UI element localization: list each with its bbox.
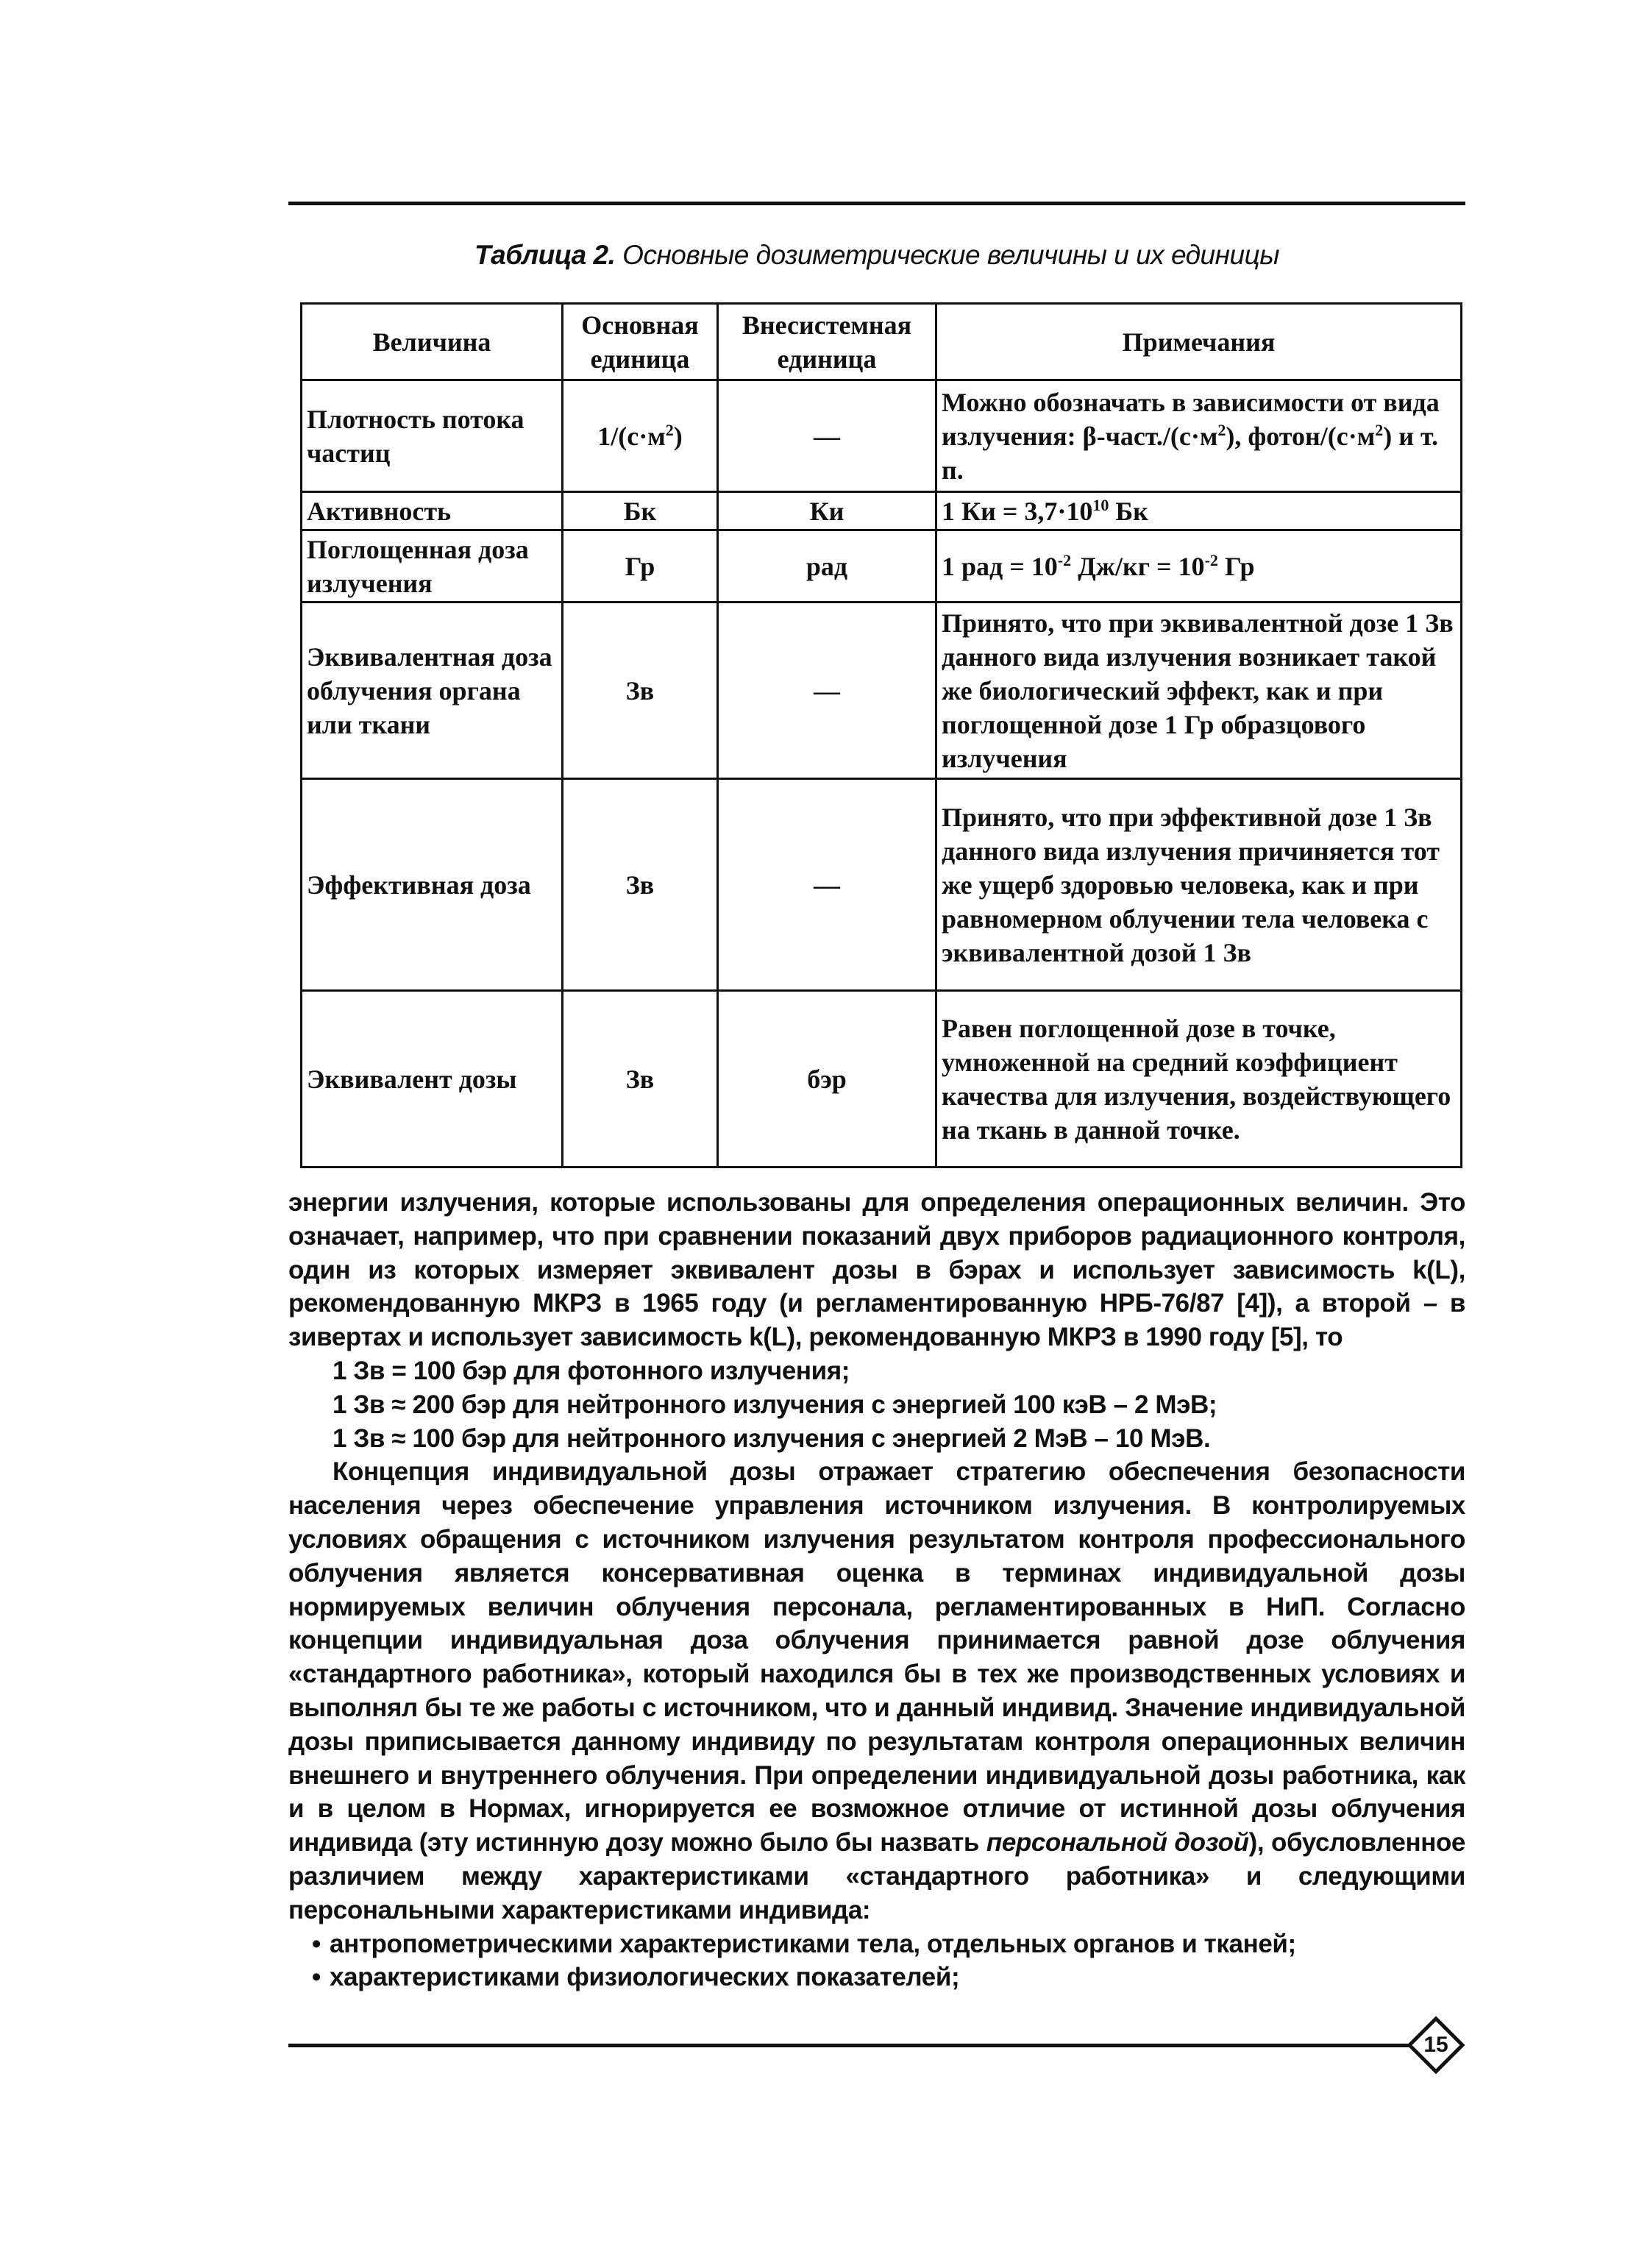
header-notes: Примечания	[936, 304, 1462, 380]
quantity-cell: Эффективная доза	[302, 779, 563, 991]
note-part-b: ), фотон/(с·м	[1226, 421, 1376, 451]
notes-cell: Принято, что при эффективной дозе 1 Зв данного вида излучения причиняется тот же ущерб здоровью человека, как и при равномерном облучении тела человека с эквивалентной дозой 1 Зв	[936, 779, 1462, 991]
bullet-icon: •	[312, 1929, 321, 1958]
table-caption-text: Основные дозиметрические величины и их единицы	[615, 240, 1279, 270]
note-part-b: Бк	[1109, 496, 1148, 526]
note-sup-2: -2	[1204, 550, 1218, 569]
note-part-a: 1 Ки = 3,7·10	[942, 496, 1093, 526]
table-row	[302, 492, 1462, 530]
body-text	[288, 1186, 1465, 1994]
header-non-system-unit: Внесистемная единица	[718, 304, 936, 380]
note-part-c: ) и т. п.	[942, 421, 1438, 485]
notes-cell	[936, 530, 1462, 602]
quantity-cell: Эквивалент дозы	[302, 991, 563, 1167]
notes-cell: Принято, что при эквивалентной дозе 1 Зв данного вида излучения возникает такой же биологический эффект, как и при поглощенной дозе 1 Гр образцового излучения	[936, 602, 1462, 779]
note-sup-1: 2	[1217, 420, 1226, 439]
note-part-a: Можно обозначать в зависимости от вида излучения: β-част./(с·м	[942, 387, 1440, 451]
bullet-icon: •	[312, 1963, 321, 1992]
non-system-unit-cell: —	[718, 380, 936, 492]
quantity-cell: Плотность потока частиц	[302, 380, 563, 492]
table-row	[302, 380, 1462, 492]
note-part-c: Гр	[1217, 551, 1255, 581]
top-rule	[288, 202, 1465, 205]
paragraph-part: ), обусловленное различием между характеристиками «стандартного работника» и следующими персональными характеристиками индивида:	[288, 1828, 1465, 1924]
bullet-item	[288, 1960, 1465, 1994]
base-unit-cell: Бк	[563, 492, 718, 530]
note-sup-2: 2	[1375, 420, 1384, 439]
header-base-unit: Основная единица	[563, 304, 718, 380]
table-caption	[288, 240, 1465, 271]
table-row	[302, 779, 1462, 991]
header-quantity: Величина	[302, 304, 563, 380]
non-system-unit-cell: рад	[718, 530, 936, 602]
non-system-unit-cell: Ки	[718, 492, 936, 530]
base-unit-cell	[563, 380, 718, 492]
table-header-row	[302, 304, 1462, 380]
base-unit-cell: Зв	[563, 779, 718, 991]
note-part-a: 1 рад = 10	[942, 551, 1058, 581]
bullet-item	[288, 1927, 1465, 1961]
formula-line: 1 Зв = 100 бэр для фотонного излучения;	[333, 1356, 850, 1385]
note-sup-1: -2	[1057, 550, 1072, 569]
base-unit-cell: Гр	[563, 530, 718, 602]
non-system-unit-cell: бэр	[718, 991, 936, 1167]
quantity-cell: Эквивалентная доза облучения органа или ткани	[302, 602, 563, 779]
note-sup: 10	[1092, 495, 1109, 514]
non-system-unit-cell: —	[718, 602, 936, 779]
note-part-b: Дж/кг = 10	[1071, 551, 1205, 581]
formula-line: 1 Зв ≈ 200 бэр для нейтронного излучения с энергией 100 кэВ – 2 МэВ;	[333, 1390, 1217, 1419]
unit-sup: 2	[665, 420, 674, 439]
bullet-text: характеристиками физиологических показателей;	[330, 1963, 960, 1992]
non-system-unit-cell: —	[718, 779, 936, 991]
table-row	[302, 991, 1462, 1167]
page-number: 15	[1423, 2033, 1448, 2057]
notes-cell	[936, 492, 1462, 530]
term-italic: персональной дозой	[986, 1828, 1249, 1858]
formula-line: 1 Зв ≈ 100 бэр для нейтронного излучения с энергией 2 МэВ – 10 МэВ.	[333, 1423, 1211, 1453]
unit-main: 1/(с·м	[597, 421, 666, 451]
table-caption-lead: Таблица 2.	[474, 240, 616, 270]
table-row	[302, 602, 1462, 779]
paragraph-part: отражает стратегию обеспечения безопасности населения через обеспечение управления источником излучения. В контролируемых условиях обращения с источником излучения результатом контроля профессионального облучения является консервативная оценка в терминах индивидуальной дозы нормируемых величин облучения персонала, регламентированных в НиП. Согласно концепции индивидуальная доза облучения принимается равной дозе облучения «стандартного работника», который находился бы в тех же производственных условиях и выполнял бы те же работы с источником, что и данный индивид. Значение индивидуальной дозы приписывается данному индивиду по результатам контроля операционных величин внешнего и внутреннего облучения. При определении индивидуальной дозы работника, как и в целом в Нормах, игнорируется ее возможное отличие от истинной дозы облучения индивида (эту истинную дозу можно было бы назвать	[288, 1457, 1465, 1858]
base-unit-cell: Зв	[563, 602, 718, 779]
table-row	[302, 530, 1462, 602]
dosimetric-quantities-table	[300, 302, 1462, 1168]
quantity-cell: Активность	[302, 492, 563, 530]
unit-tail: )	[673, 421, 683, 451]
term-lead: Концепция индивидуальной дозы	[333, 1457, 796, 1487]
quantity-cell: Поглощенная доза излучения	[302, 530, 563, 602]
notes-cell	[936, 380, 1462, 492]
paragraph	[288, 1455, 1465, 1927]
bottom-rule	[288, 2044, 1414, 2047]
bullet-text: антропометрическими характеристиками тела, отдельных органов и тканей;	[330, 1929, 1296, 1958]
paragraph: энергии излучения, которые использованы для определения операционных величин. Это означает, например, что при сравнении показаний двух приборов радиационного контроля, один из которых измеряет эквивалент дозы в бэрах и использует зависимость k(L), рекомендованную МКРЗ в 1965 году (и регламентированную НРБ-76/87 [4]), а второй – в зивертах и использует зависимость k(L), рекомендованную МКРЗ в 1990 году [5], то	[288, 1188, 1465, 1352]
base-unit-cell: Зв	[563, 991, 718, 1167]
notes-cell: Равен поглощенной дозе в точке, умноженной на средний коэффициент качества для излучения, воздействующего на ткань в данной точке.	[936, 991, 1462, 1167]
